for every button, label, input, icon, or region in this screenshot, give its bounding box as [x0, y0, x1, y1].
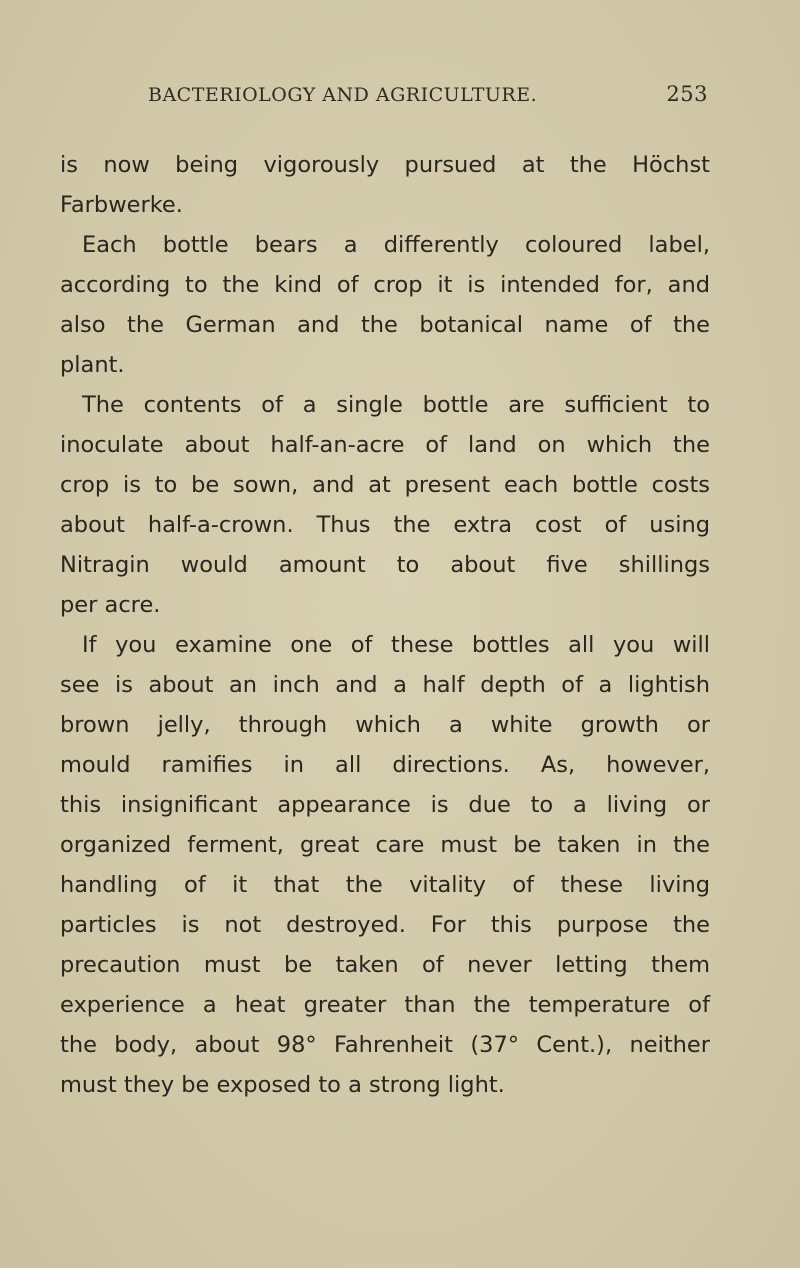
text-line: mould ramifies in all directions. As, however,	[60, 752, 710, 778]
text-line: crop is to be sown, and at present each bottle costs	[60, 472, 710, 498]
text-line: see is about an inch and a half depth of a lightish	[60, 672, 710, 698]
text-line: plant.	[60, 352, 125, 378]
text-line: If you examine one of these bottles all you will	[82, 632, 710, 658]
text-line: is now being vigorously pursued at the Höchst	[60, 152, 710, 178]
running-head	[148, 84, 708, 106]
page-number: 253	[666, 82, 708, 106]
text-line: about half-a-crown. Thus the extra cost of using	[60, 512, 710, 538]
text-line: inoculate about half-an-acre of land on which the	[60, 432, 710, 458]
text-line: organized ferment, great care must be taken in the	[60, 832, 710, 858]
text-line: precaution must be taken of never letting them	[60, 952, 710, 978]
text-line: must they be exposed to a strong light.	[60, 1072, 505, 1098]
text-line: experience a heat greater than the temperature of	[60, 992, 710, 1018]
text-line: the body, about 98° Fahrenheit (37° Cent.), neither	[60, 1032, 710, 1058]
text-line: according to the kind of crop it is intended for, and	[60, 272, 710, 298]
text-line: Each bottle bears a differently coloured label,	[82, 232, 710, 258]
body-text	[60, 145, 710, 1105]
text-line: brown jelly, through which a white growth or	[60, 712, 710, 738]
text-line: The contents of a single bottle are sufficient to	[82, 392, 710, 418]
text-line: Farbwerke.	[60, 192, 183, 218]
text-line: Nitragin would amount to about five shillings	[60, 552, 710, 578]
text-line: handling of it that the vitality of these living	[60, 872, 710, 898]
text-line: per acre.	[60, 592, 161, 618]
text-line: also the German and the botanical name of the	[60, 312, 710, 338]
text-line: this insignificant appearance is due to a living or	[60, 792, 710, 818]
text-line: particles is not destroyed. For this purpose the	[60, 912, 710, 938]
running-head-title: BACTERIOLOGY AND AGRICULTURE.	[148, 84, 538, 106]
